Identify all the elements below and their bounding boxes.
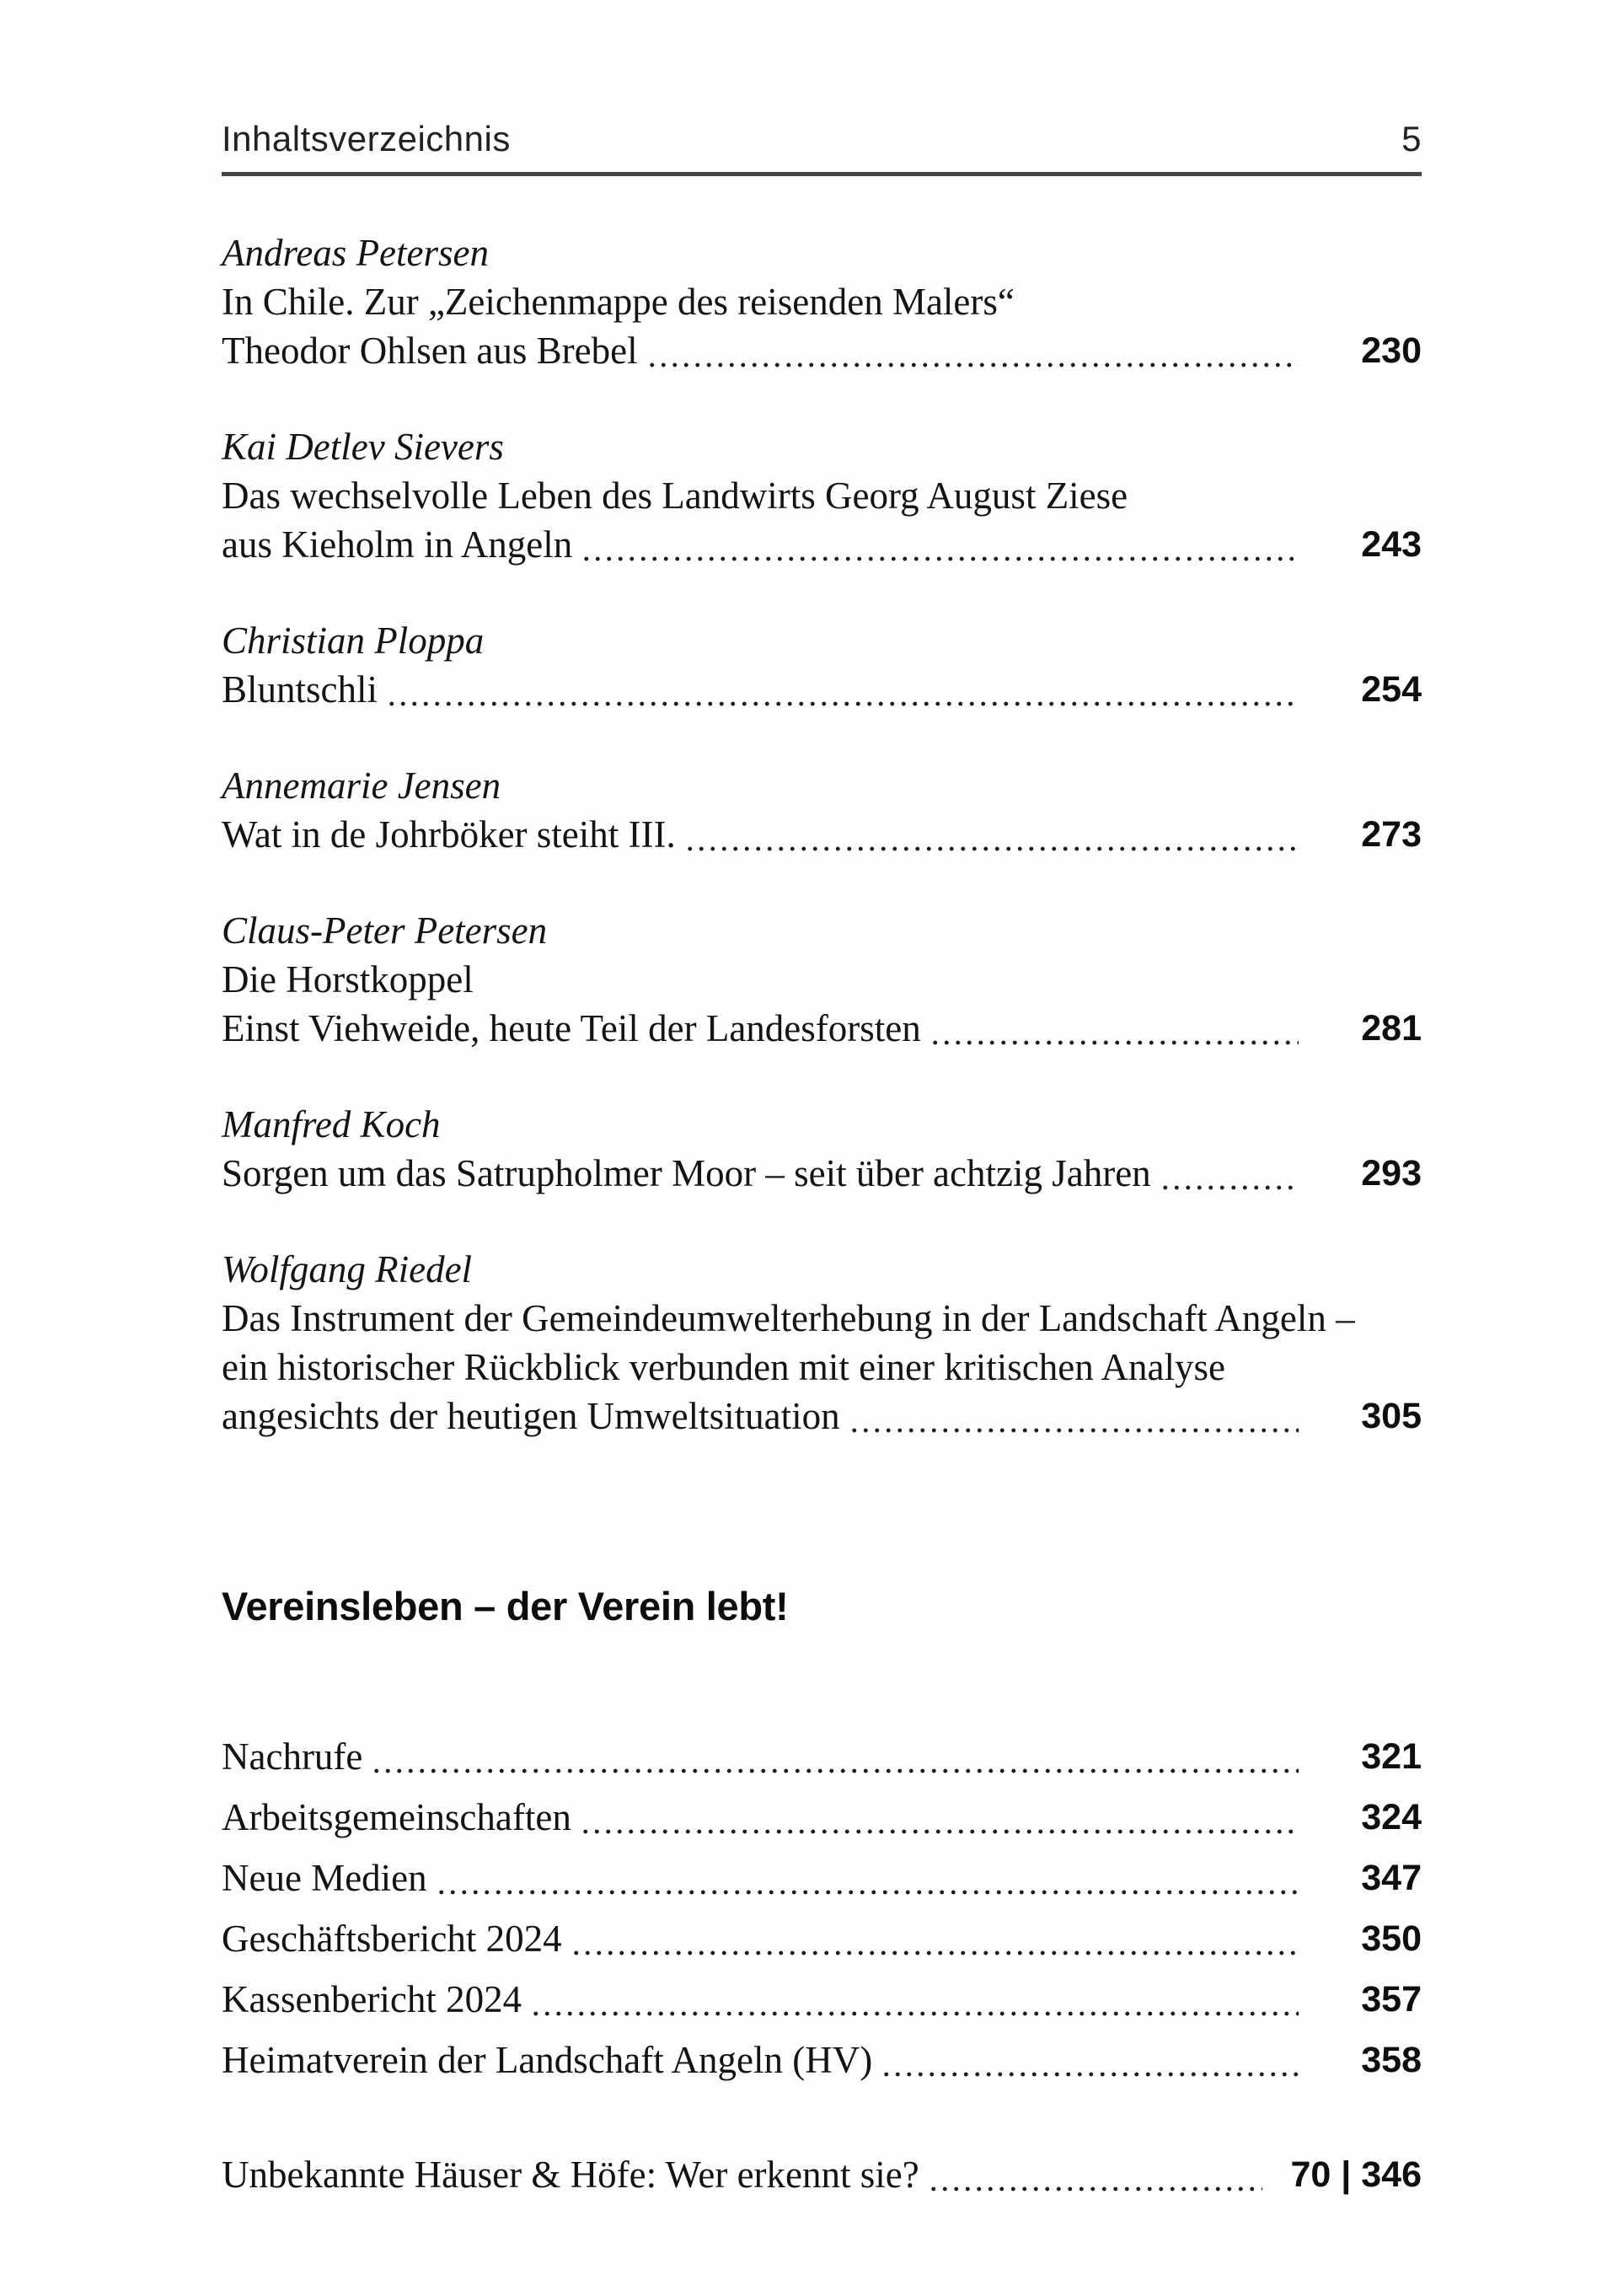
item-label: Nachrufe	[222, 1735, 363, 1778]
article-title-line: Sorgen um das Satrupholmer Moor – seit über achtzig Jahren	[222, 1152, 1151, 1194]
dot-leader	[930, 1004, 1299, 1053]
article-author: Wolfgang Riedel	[222, 1248, 473, 1290]
article-entry-row	[222, 520, 1422, 569]
dot-leader	[530, 1975, 1299, 2024]
dot-leader	[928, 2150, 1262, 2199]
article-entry-row	[222, 810, 1422, 859]
item-page-number: 358	[1361, 2040, 1422, 2080]
dot-leader	[684, 810, 1299, 859]
article-author: Manfred Koch	[222, 1103, 441, 1145]
article-page-number: 243	[1361, 524, 1422, 565]
article-entry-row	[222, 1149, 1422, 1198]
footer-entry-page-number: 70 | 346	[1290, 2154, 1422, 2195]
section-heading: Vereinsleben – der Verein lebt!	[222, 1584, 789, 1628]
dot-leader	[581, 520, 1299, 569]
article-entry-row	[222, 665, 1422, 714]
article-title-line: In Chile. Zur „Zeichenmappe des reisenden Malers“	[222, 281, 1015, 323]
toc-article	[222, 906, 1422, 1053]
toc-article	[222, 616, 1422, 714]
section-item-row	[222, 1914, 1422, 1963]
dot-leader	[571, 1914, 1299, 1963]
item-label: Geschäftsbericht 2024	[222, 1918, 562, 1960]
article-entry-row	[222, 1004, 1422, 1053]
article-title-line: Wat in de Johrböker steiht III.	[222, 813, 676, 856]
section-item-row	[222, 2036, 1422, 2084]
article-author: Kai Detlev Sievers	[222, 426, 504, 468]
footer-entry-label: Unbekannte Häuser & Höfe: Wer erkennt sie?	[222, 2154, 919, 2196]
toc-article	[222, 1100, 1422, 1198]
article-entry-row	[222, 326, 1422, 375]
item-page-number: 321	[1361, 1736, 1422, 1777]
toc-article	[222, 228, 1422, 375]
article-title-line: Theodor Ohlsen aus Brebel	[222, 330, 638, 372]
article-page-number: 230	[1361, 330, 1422, 371]
item-page-number: 350	[1361, 1918, 1422, 1959]
dot-leader	[386, 665, 1299, 714]
header-rule	[222, 172, 1422, 176]
toc-article	[222, 1245, 1422, 1440]
article-page-number: 293	[1361, 1153, 1422, 1194]
article-author: Andreas Petersen	[222, 232, 489, 274]
article-title-line: ein historischer Rückblick verbunden mit einer kritischen Analyse	[222, 1346, 1225, 1388]
section-item-row	[222, 1793, 1422, 1842]
dot-leader	[646, 326, 1299, 375]
dot-leader	[849, 1392, 1299, 1440]
item-label: Neue Medien	[222, 1857, 427, 1899]
dot-leader	[881, 2036, 1299, 2084]
articles-list	[222, 228, 1422, 1440]
section-item-row	[222, 1975, 1422, 2024]
running-head	[222, 118, 1422, 160]
item-page-number: 357	[1361, 1979, 1422, 2020]
item-page-number: 324	[1361, 1797, 1422, 1837]
section-item-row	[222, 1853, 1422, 1902]
article-page-number: 305	[1361, 1396, 1422, 1436]
article-title-line: aus Kieholm in Angeln	[222, 523, 573, 566]
article-author: Christian Ploppa	[222, 620, 485, 662]
article-author: Annemarie Jensen	[222, 764, 501, 807]
article-title-line: Das Instrument der Gemeindeumwelterhebung in der Landschaft Angeln –	[222, 1297, 1355, 1339]
article-title-line: Bluntschli	[222, 668, 378, 711]
section-item-row	[222, 1732, 1422, 1781]
item-label: Heimatverein der Landschaft Angeln (HV)	[222, 2039, 873, 2081]
item-label: Kassenbericht 2024	[222, 1978, 522, 2020]
dot-leader	[436, 1853, 1299, 1902]
toc-article	[222, 761, 1422, 859]
item-page-number: 347	[1361, 1858, 1422, 1898]
article-page-number: 254	[1361, 669, 1422, 710]
toc-content	[222, 0, 1422, 2199]
dot-leader	[580, 1793, 1299, 1842]
article-author: Claus-Peter Petersen	[222, 909, 548, 952]
dot-leader	[371, 1732, 1299, 1781]
toc-article	[222, 422, 1422, 569]
section-items-list	[222, 1732, 1422, 2084]
article-title-line: Einst Viehweide, heute Teil der Landesforsten	[222, 1007, 921, 1049]
article-title-line: Das wechselvolle Leben des Landwirts Georg August Ziese	[222, 475, 1128, 517]
footer-entry-row	[222, 2150, 1422, 2199]
page-title: Inhaltsverzeichnis	[222, 119, 511, 158]
article-title-line: angesichts der heutigen Umweltsituation	[222, 1395, 840, 1437]
article-page-number: 281	[1361, 1008, 1422, 1049]
article-title-line: Die Horstkoppel	[222, 958, 474, 1000]
page-number: 5	[1401, 119, 1422, 158]
dot-leader	[1160, 1149, 1299, 1198]
article-page-number: 273	[1361, 814, 1422, 855]
item-label: Arbeitsgemeinschaften	[222, 1796, 571, 1838]
article-entry-row	[222, 1392, 1422, 1440]
